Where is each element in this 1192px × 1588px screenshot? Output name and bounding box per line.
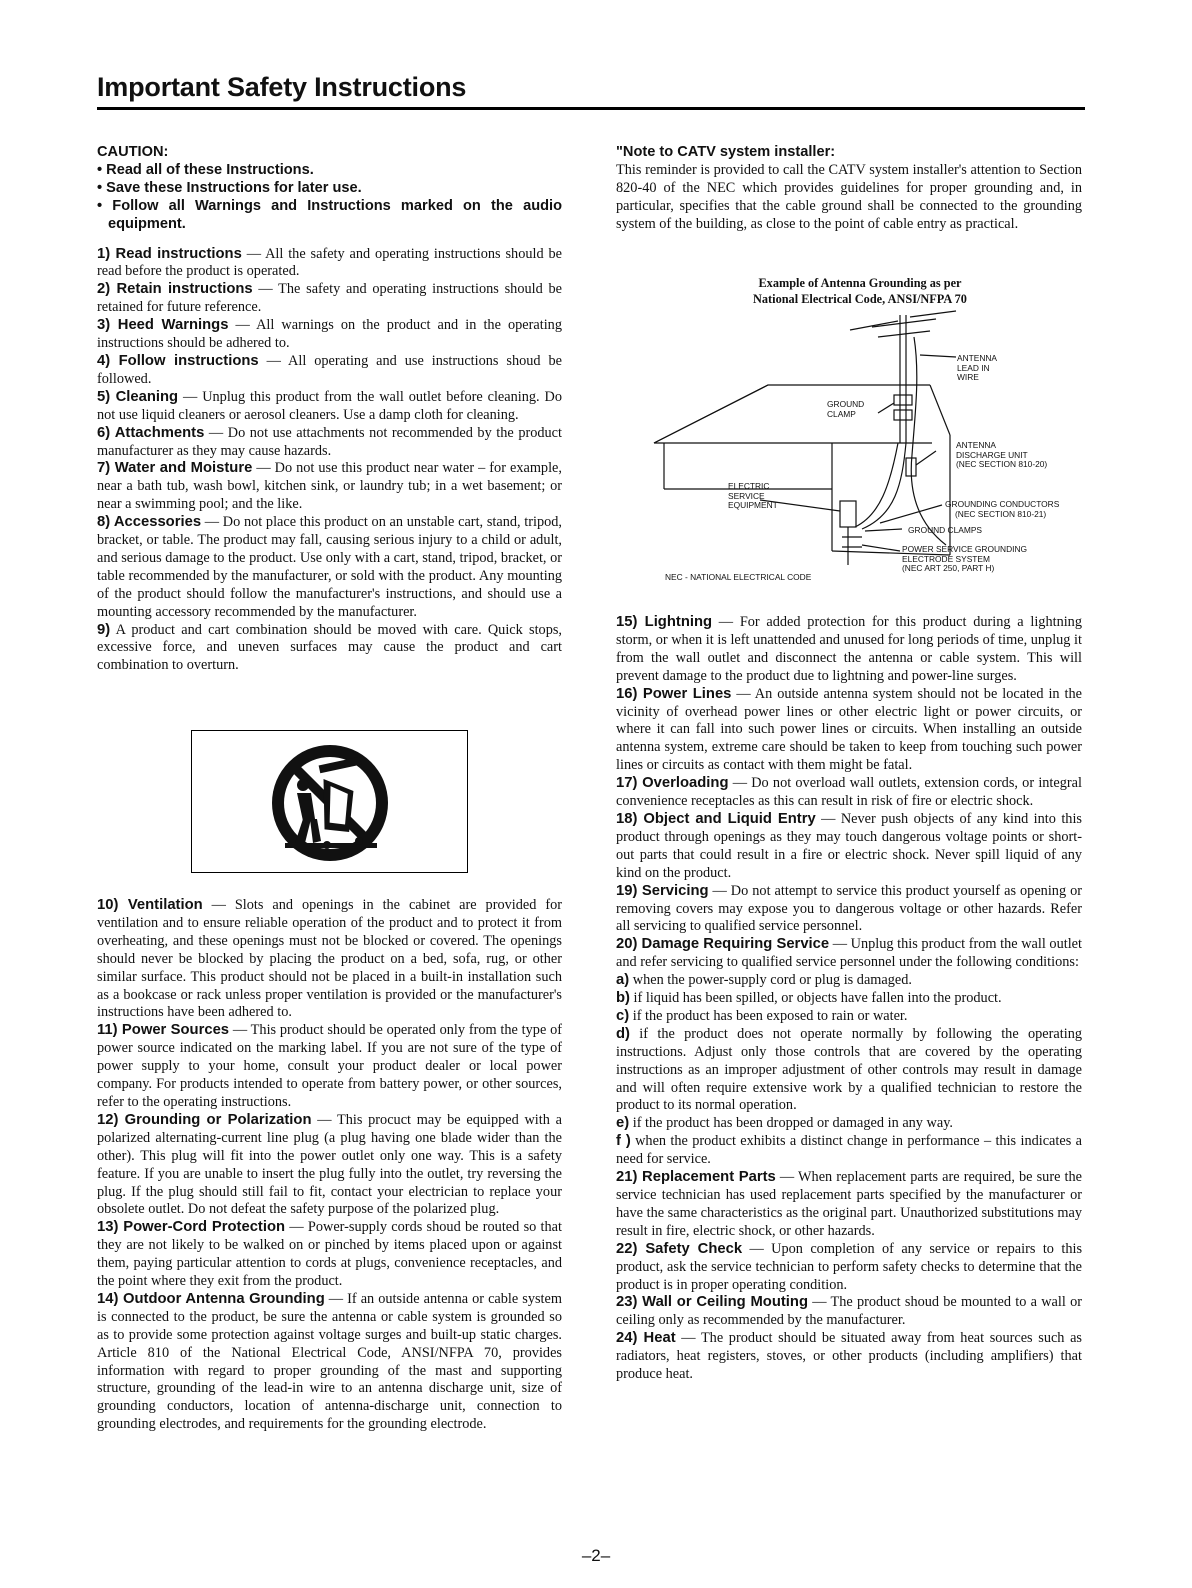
instruction-heading: e) xyxy=(616,1115,630,1132)
cart-tipover-icon xyxy=(255,731,405,871)
page-title: Important Safety Instructions xyxy=(97,72,467,102)
instruction-heading: 16) Power Lines xyxy=(616,685,732,702)
instruction-body: when the power-supply cord or plug is damaged. xyxy=(629,972,912,989)
instruction-heading: 21) Replacement Parts xyxy=(616,1169,776,1186)
instruction-item xyxy=(97,317,562,353)
label-line: (NEC ART 250, PART H) xyxy=(902,563,995,573)
caution-item: • Read all of these Instructions. xyxy=(97,161,314,178)
instruction-body: — Unplug this product from the wall outlet and refer servicing to qualified service personnel under the following conditions: xyxy=(616,936,1082,971)
instruction-heading: 4) Follow instructions xyxy=(97,352,259,369)
instruction-body: A product and cart combination should be moved with care. Quick stops, excessive force, and uneven surfaces may cause the product and cart combination to overturn. xyxy=(97,621,562,674)
instruction-heading: c) xyxy=(616,1007,630,1024)
instruction-item xyxy=(97,1112,562,1219)
instruction-item xyxy=(616,1330,1082,1384)
instruction-body: — This procuct may be equipped with a polarized alternating-current line plug (a plug having one blade wider than the other). This plug will fit into the power outlet only one way. This is a safety feature. If you are unable to insert the plug fully into the outlet, try reversing the plug. If the plug should still fail to fit, contact your electrician to replace your obsolete outlet. Do not defeat the safety purpose of the polarized plug. xyxy=(97,1111,562,1218)
instruction-heading: 13) Power-Cord Protection xyxy=(97,1219,286,1236)
instruction-body: — The product should be situated away from heat sources such as radiators, heat registers, stoves, or other products (including amplifiers) that produce heat. xyxy=(616,1330,1082,1383)
label-line: GROUNDING CONDUCTORS xyxy=(945,499,1060,509)
instruction-heading: 20) Damage Requiring Service xyxy=(616,936,830,953)
instruction-body: if the product has been exposed to rain or water. xyxy=(629,1007,908,1024)
instruction-body: — All warnings on the product and in the operating instructions should be adhered to. xyxy=(97,317,562,352)
label-line: SERVICE xyxy=(728,490,765,501)
instruction-body: — The product shoud be mounted to a wall or ceiling only as recommended by the manufacturer. xyxy=(616,1294,1082,1329)
label-power-service xyxy=(902,545,1027,574)
instruction-item xyxy=(616,811,1082,883)
instruction-item xyxy=(97,353,562,389)
instruction-item xyxy=(616,883,1082,937)
instruction-body: — All operating and use instructions shoud be followed. xyxy=(97,352,562,387)
note-body: This reminder is provided to call the CATV system installer's attention to Section 820-40 of the NEC which provides guidelines for proper grounding and, in particular, specifies that the cable ground shall be connected to the grounding system of the building, as close to the point of cable entry as practical. xyxy=(616,161,1082,232)
page-number: –2– xyxy=(581,1546,611,1565)
instruction-heading: 10) Ventilation xyxy=(97,897,203,913)
instruction-item xyxy=(616,1026,1082,1116)
label-line: DISCHARGE UNIT xyxy=(956,449,1028,460)
label-line: EQUIPMENT xyxy=(728,500,778,510)
instruction-heading: 2) Retain instructions xyxy=(97,281,253,298)
label-line: WIRE xyxy=(957,372,979,382)
instruction-item xyxy=(97,460,562,514)
instruction-item xyxy=(616,1115,1082,1133)
diagram-title-line: National Electrical Code, ANSI/NFPA 70 xyxy=(753,292,967,306)
instruction-item xyxy=(616,990,1082,1008)
instruction-heading: 1) Read instructions xyxy=(97,245,242,262)
instruction-heading: 19) Servicing xyxy=(616,882,709,899)
instruction-heading: 8) Accessories xyxy=(97,514,202,531)
instruction-heading: 22) Safety Check xyxy=(616,1240,743,1257)
instruction-body: if liquid has been spilled, or objects have fallen into the product. xyxy=(629,990,1002,1007)
instruction-body: — The safety and operating instructions should be retained for future reference. xyxy=(97,281,562,316)
instruction-item xyxy=(97,514,562,621)
instruction-item xyxy=(97,246,562,282)
instruction-heading: f ) xyxy=(616,1133,631,1150)
instruction-body: — All the safety and operating instructions should be read before the product is operated. xyxy=(97,245,562,280)
instruction-body: — Unplug this product from the wall outlet before cleaning. Do not use liquid cleaners or aerosol cleaners. Use a damp cloth for cleaning. xyxy=(97,388,562,423)
note-heading: "Note to CATV system installer: xyxy=(616,144,836,160)
instruction-item xyxy=(616,936,1082,972)
instruction-body: if the product does not operate normally by following the operating instructions. Adjust only those controls that are covered by the operating instructions as an improper adjustment of other controls may result in damage and will often require extensive work by a qualified technician to restore the product to its normal operation. xyxy=(616,1025,1082,1114)
instruction-body: — Do not place this product on an unstable cart, stand, tripod, bracket, or table. The product may fall, causing serious injury to a child or adult, and serious damage to the product. Use only with a cart, stand, tripod, bracket, or table recommended by the manufacturer, or sold with the product. Any mounting of the product should follow the manufacturer's instructions, and should use a mounting accessory recommended by the manufacturer. xyxy=(97,514,563,620)
instruction-heading: 12) Grounding or Polarization xyxy=(97,1111,312,1128)
instruction-list-10-14 xyxy=(97,897,562,1434)
instruction-heading: 15) Lightning xyxy=(616,614,713,630)
instruction-item xyxy=(616,1133,1082,1169)
instruction-heading: 3) Heed Warnings xyxy=(97,317,229,334)
label-line: ANTENNA xyxy=(956,440,997,450)
instruction-item xyxy=(97,1291,562,1434)
label-antenna-lead-in xyxy=(957,354,997,383)
instruction-item xyxy=(616,775,1082,811)
instruction-list-1-9 xyxy=(97,246,562,676)
instruction-heading: 7) Water and Moisture xyxy=(97,460,253,477)
instruction-body: — When replacement parts are required, be sure the service technician has used replacement parts specified by the manufacturer or have the same characteristics as the original part. Unauthorized substitutions may result in fire, electric shock, or other hazards. xyxy=(616,1169,1082,1239)
label-line: CLAMP xyxy=(827,408,856,419)
cart-warning-figure xyxy=(191,730,468,873)
instruction-heading: d) xyxy=(616,1025,630,1042)
instruction-body: when the product exhibits a distinct change in performance – this indicates a need for service. xyxy=(616,1133,1082,1168)
instruction-item xyxy=(97,281,562,317)
left-column-bottom xyxy=(97,897,562,1434)
instruction-body: — Do not use this product near water – for example, near a bath tub, wash bowl, kitchen sink, or laundry tub; in a wet basement; or near a swimming pool; and the like. xyxy=(97,460,562,513)
instruction-item xyxy=(616,1294,1082,1330)
instruction-body: — This product should be operated only from the type of power source indicated on the marking label. If you are not sure of the type of power supply to your home, consult your product dealer or local power company. For products intended to operate from battery power, or other sources, refer to the operating instructions. xyxy=(97,1022,563,1110)
instruction-body: if the product has been dropped or damaged in any way. xyxy=(629,1115,953,1132)
label-nec: NEC - NATIONAL ELECTRICAL CODE xyxy=(665,572,812,582)
title-rule xyxy=(97,107,1085,110)
label-line: ELECTRODE SYSTEM xyxy=(902,553,990,564)
instruction-body: — Upon completion of any service or repairs to this product, ask the service technician to perform safety checks to determine that the product is in proper operating condition. xyxy=(616,1240,1083,1293)
instruction-item xyxy=(97,425,562,461)
catv-note xyxy=(616,144,1082,234)
label-line: ELECTRIC xyxy=(728,481,770,491)
instruction-item xyxy=(97,1219,562,1291)
instruction-heading: 14) Outdoor Antenna Grounding xyxy=(97,1290,325,1307)
instruction-heading: 24) Heat xyxy=(616,1330,676,1347)
instruction-heading: 23) Wall or Ceiling Mouting xyxy=(616,1294,808,1311)
instruction-body: — Slots and openings in the cabinet are provided for ventilation and to ensure reliable operation of the product and to protect it from overheating, and these openings must not be blocked or covered. The openings should never be blocked by placing the product on a bed, sofa, rug, or other similar surface. This product should not be placed in a built-in installation such as a bookcase or rack unless proper ventilation is provided or the manufacturer's instructions have been adhered to. xyxy=(97,897,562,1021)
label-line: LEAD IN xyxy=(957,362,990,373)
instruction-heading: 17) Overloading xyxy=(616,775,729,792)
instruction-body: — Do not overload wall outlets, extension cords, or integral convenience receptacles as this can result in risk of fire or electric shock. xyxy=(616,775,1082,810)
instruction-item xyxy=(616,972,1082,990)
instruction-item xyxy=(97,1022,562,1112)
instruction-item xyxy=(616,1241,1082,1295)
instruction-heading: 6) Attachments xyxy=(97,424,205,441)
instruction-body: — For added protection for this product during a lightning storm, or when it is left unattended and unused for long periods of time, unplug it from the wall outlet and disconnect the antenna or cable system. This will prevent damage to the product due to lightning and power-line surges. xyxy=(616,614,1082,684)
right-column xyxy=(616,614,1082,1384)
left-column-top xyxy=(97,144,562,675)
instruction-body: — Do not attempt to service this product yourself as opening or removing covers may expose you to dangerous voltage or other hazards. Refer all servicing to qualified service personnel. xyxy=(616,882,1082,935)
caution-item: • Follow all Warnings and Instructions marked on the audio equipment. xyxy=(97,197,562,232)
instruction-heading: b) xyxy=(616,990,630,1007)
instruction-item xyxy=(97,897,562,1022)
instruction-body: — Power-supply cords shoud be routed so that they are not likely to be walked on or pinched by items placed upon or against them, paying particular attention to cords at plugs, convenience receptacles, and the point where they exit from the product. xyxy=(97,1219,562,1290)
instruction-item xyxy=(616,686,1082,776)
instruction-heading: 11) Power Sources xyxy=(97,1022,230,1039)
label-grounding-conductors xyxy=(945,500,1059,519)
diagram-title-line: Example of Antenna Grounding as per xyxy=(758,276,962,290)
label-line: POWER SERVICE GROUNDING xyxy=(902,544,1028,554)
instruction-heading: a) xyxy=(616,972,630,989)
label-ground-clamp xyxy=(827,400,864,419)
label-line: (NEC SECTION 810-21) xyxy=(955,508,1047,519)
instruction-body: — An outside antenna system should not be located in the vicinity of overhead power lines or other electric light or power circuits, or where it can fall into such power lines or circuits. When installing an outside antenna system, extreme care should be taken to keep from touching such power lines or circuits as contact with them might be fatal. xyxy=(616,685,1082,774)
instruction-list-15-24 xyxy=(616,614,1082,1384)
label-line: (NEC SECTION 810-20) xyxy=(956,459,1048,469)
label-electric-service xyxy=(728,482,778,511)
caution-heading: CAUTION: xyxy=(97,144,169,160)
instruction-heading: 5) Cleaning xyxy=(97,388,179,405)
instruction-item xyxy=(97,389,562,425)
instruction-body: — Never push objects of any kind into this product through openings as they may touch dangerous voltage points or short-out parts that could result in a fire or electric shock. Never spill liquid of any kind on the product. xyxy=(616,810,1082,881)
label-line: GROUND xyxy=(827,399,865,409)
instruction-item xyxy=(616,614,1082,686)
instruction-item xyxy=(97,622,562,676)
label-antenna-discharge-unit xyxy=(956,441,1047,470)
caution-block xyxy=(97,144,562,234)
instruction-item xyxy=(616,1169,1082,1241)
instruction-body: — Do not use attachments not recommended by the product manufacturer as they may cause hazards. xyxy=(97,424,562,459)
instruction-body: — If an outside antenna or cable system is connected to the product, be sure the antenna or cable system is grounded so as to provide some protection against voltage surges and built-up static charges. Article 810 of the National Electrical Code, ANSI/NFPA 70, provides information with regard to proper grounding of the mast and supporting structure, grounding of the lead-in wire to an antenna discharge unit, size of grounding conductors, location of antenna-discharge unit, connection to grounding electrodes, and requirements for the grounding electrode. xyxy=(97,1290,562,1433)
label-line: ANTENNA xyxy=(957,353,998,363)
instruction-item xyxy=(616,1008,1082,1026)
instruction-heading: 9) xyxy=(97,621,111,638)
label-ground-clamps: GROUND CLAMPS xyxy=(908,525,982,535)
caution-item: • Save these Instructions for later use. xyxy=(97,179,362,196)
instruction-heading: 18) Object and Liquid Entry xyxy=(616,810,816,827)
